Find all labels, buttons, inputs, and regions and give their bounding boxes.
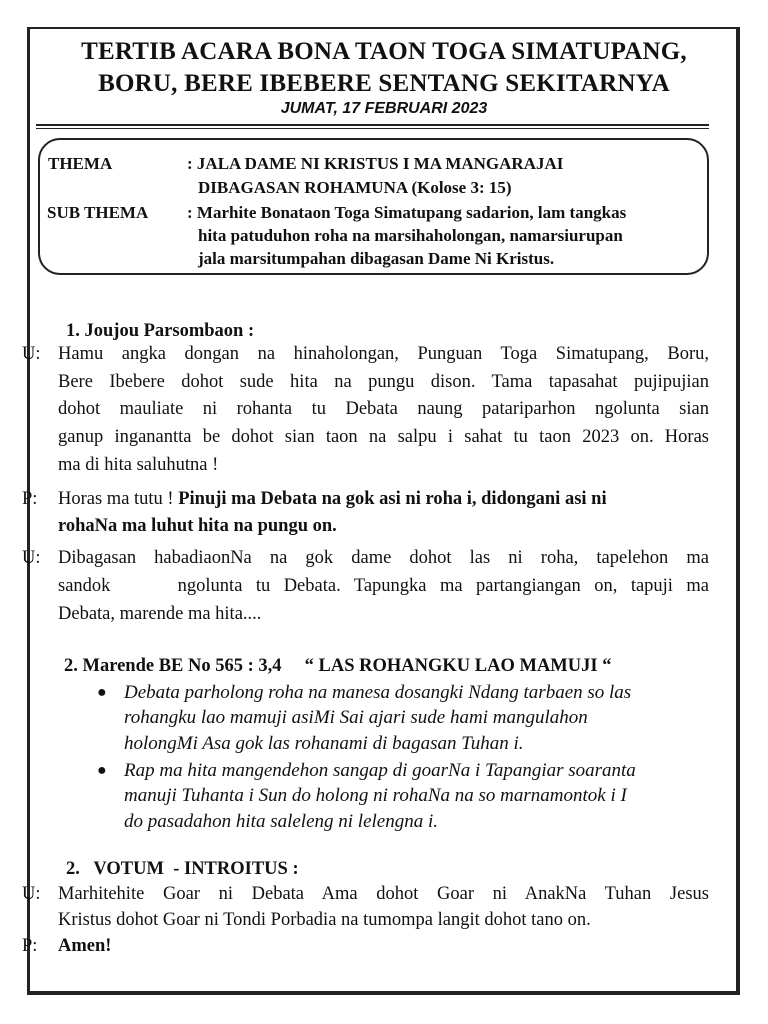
u2-line-1: Dibagasan habadiaonNa na gok dame dohot las ni roha, tapelehon ma [58,548,709,568]
verse2-line-1: Rap ma hita mangendehon sangap di goarNa i Tapangiar soaranta [124,760,636,781]
votum-line-1: Marhitehite Goar ni Debata Ama dohot Goar ni AnakNa Tuhan Jesus [58,884,709,904]
verse2-line-3: do pasadahon hita saleleng ni lelengna i. [124,811,439,832]
p1-line-1 [58,489,607,510]
section-heading-votum: 2. VOTUM - INTROITUS : [66,859,299,879]
u1-line-2: Bere Ibebere dohot sude hita na pungu dison. Tama tapasahat pujipujian [58,372,709,392]
speaker-p: P: [22,936,38,956]
bullet-icon: ● [97,684,107,701]
p1-line-2 [58,516,337,537]
speaker-p: P: [22,489,38,509]
document-date: JUMAT, 17 FEBRUARI 2023 [280,100,488,117]
u1-line-1: Hamu angka dongan na hinaholongan, Punguan Toga Simatupang, Boru, [58,344,709,364]
verse1-line-3: holongMi Asa gok las rohanami di bagasan Tuhan i. [124,733,524,754]
verse1-line-2: rohangku lao mamuji asiMi Sai ajari sude hami mangulahon [124,707,588,728]
speaker-u: U: [22,548,41,568]
u1-line-5: ma di hita saluhutna ! [58,455,219,475]
p1-bold-text-1: Pinuji ma Debata na gok asi ni roha i, didongani asi ni [178,489,607,509]
sub-theme-label: SUB THEMA [47,203,149,222]
section-heading-joujou: 1. Joujou Parsombaon : [66,321,255,341]
speaker-u: U: [22,344,41,364]
verse2-line-2: manuji Tuhanta i Sun do holong ni rohaNa na so marnamontok i I [124,785,627,806]
section-heading-marende: 2. Marende BE No 565 : 3,4 “ LAS ROHANGKU LAO MAMUJI “ [64,656,612,676]
verse1-line-1: Debata parholong roha na manesa dosangki Ndang tarbaen so las [124,682,632,703]
theme-line-1: : JALA DAME NI KRISTUS I MA MANGARAJAI [187,154,564,173]
bullet-icon: ● [97,762,107,779]
document-title-line2: BORU, BERE IBEBERE SENTANG SEKITARNYA [98,70,670,97]
p1-bold-text-2: rohaNa ma luhut hita na pungu on. [58,516,337,536]
amen-response [58,936,111,957]
votum-line-2: Kristus dohot Goar ni Tondi Porbadia na tumompa langit dohot tano on. [58,910,591,930]
p1-normal-text: Horas ma tutu ! [58,489,179,509]
header-divider-thin [36,128,709,129]
amen-text: Amen! [58,936,112,956]
theme-line-2: DIBAGASAN ROHAMUNA (Kolose 3: 15) [198,178,512,197]
speaker-u: U: [22,884,41,904]
sub-theme-line-2: hita patuduhon roha na marsihaholongan, namarsiurupan [198,226,623,245]
document-title-line1: TERTIB ACARA BONA TAON TOGA SIMATUPANG, [81,38,687,65]
theme-label: THEMA [48,154,113,173]
u2-line-3: Debata, marende ma hita.... [58,604,262,624]
sub-theme-line-3: jala marsitumpahan dibagasan Dame Ni Kristus. [198,249,555,268]
u1-line-3: dohot mauliate ni rohanta tu Debata naung patariparhon ngolunta sian [58,399,709,419]
sub-theme-line-1: : Marhite Bonataon Toga Simatupang sadarion, lam tangkas [187,203,627,222]
header-divider [36,124,709,126]
u1-line-4: ganup inganantta be dohot sian taon na salpu i sahat tu taon 2023 on. Horas [58,427,709,447]
u2-line-2: sandok ngolunta tu Debata. Tapungka ma partangiangan on, tapuji ma [58,576,709,596]
